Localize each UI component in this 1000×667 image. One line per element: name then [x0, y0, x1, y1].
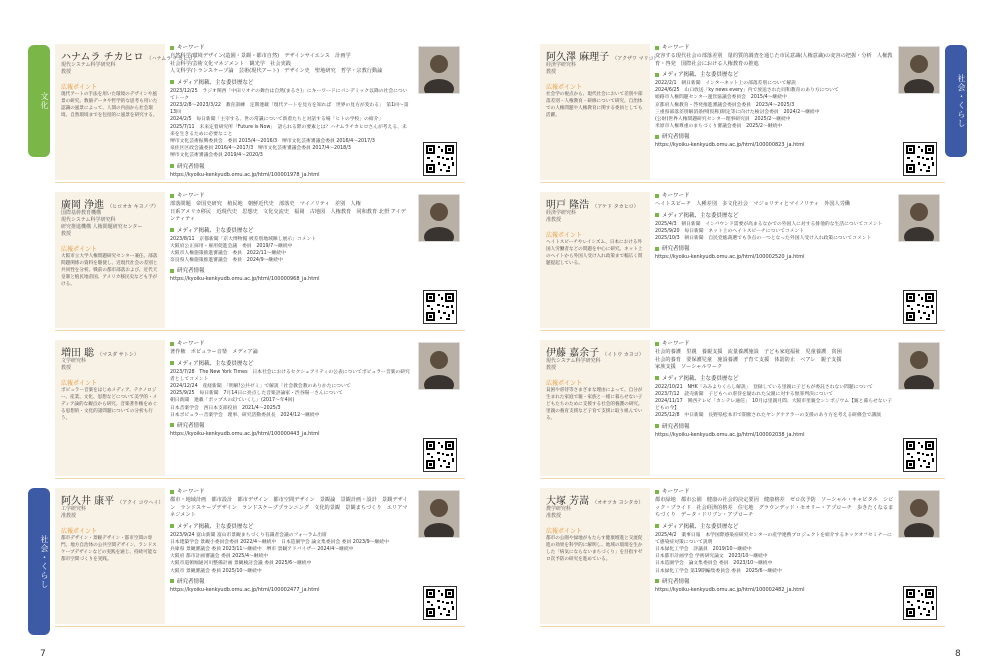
point-text: 社会学の視点から、現代社会において差別や部落差別・人権教育・研修について研究。自治体での人権問題や人権教育に関する委員としても活躍。: [546, 92, 643, 118]
point-heading: 広報ポイント: [546, 528, 583, 535]
researcher-photo: [418, 342, 460, 390]
info-heading: 研究者情報: [655, 578, 895, 586]
qr-code[interactable]: [423, 438, 457, 472]
researcher-department: 経済学研究科 教授: [546, 62, 577, 75]
info-heading: 研究者情報: [170, 422, 410, 430]
media-text: 2025/4/2 薬事日報 本学国際感染症研究センターの産学連携プロジェクトを紹介するキックオフセミナーにて感染症対策について説明 日本緑化工学会 評議員 2019/10～継続中 日本都市計画学会 学術研究論文 2023/10～継続中 日本造園学会 論文集委員会 委員 2023/10～継続中 日本緑化工学会 第19期編集委員会 委員 2025/6～継続中: [655, 532, 892, 574]
media-heading: メディア掲載、主な委員歴など: [170, 360, 410, 368]
media-text: 2023/7/28 The New York Times 日本社会におけるセクシュアリティの公表についてポピュラー音楽の研究者としてコメント 2024/12/24 産経新聞 「明解!公共ゼミ」で解説「社会教会教のありかたについて 2025/9/25 毎日新聞 7月14日に亮点した音楽評論家・渋谷陽一さんについて 朝日新聞 連載「ポップスの幻ていくし」(2017～年4回) 日本音楽学会 西日本支部役員 2021/4～2025/3 日本ポピュラー音楽学会 理事、研究活動委員長 2024/12～継続中: [170, 369, 410, 418]
qr-code[interactable]: [423, 586, 457, 620]
keyword-text: 変容する現代社会の部落差別 量的質的調査を通じた市民意識(人権意識)の変容の把握・分析 人権教育・啓発 国際社会における人権教育の推進: [655, 53, 893, 67]
page-number-left: 7: [40, 649, 46, 659]
researcher-kana: （オオツカ ヨシタカ）: [592, 500, 644, 506]
point-text: 都市デザイン・景観デザイン・都市空間の専門。地方自治体の公共空間デザイン、ランドスケープデザインなどの実践を通じ、持続可能な都市空間づくりを実践。: [61, 536, 157, 562]
point-heading: 広報ポイント: [546, 84, 583, 91]
media-heading: メディア掲載、主な委員歴など: [655, 71, 895, 79]
media-heading: メディア掲載、主な委員歴など: [655, 212, 895, 220]
media-text: 2022/10/21 NHK「みみよりくらし解説」 登録している里親に子どもが委託されない問題について 2023/7/12 読売新聞 子どもへの虐待を疑われた父親に対する無罪判決について 2024/11/17 関西テレビ「カンテレ通信」 10月は里親月間、大阪市里親全シンポジウム【親と暮らせない子どもの今】 2025/12/8 中日新聞 長野県松本市で開催されたヤングケアラーの支援のあり方を考える研修会で講演: [655, 384, 893, 419]
entry-content: [170, 44, 410, 178]
info-heading: 研究者情報: [170, 163, 410, 171]
entry-content: [655, 44, 895, 178]
qr-code[interactable]: [423, 290, 457, 324]
researcher-url-link[interactable]: https://kyoiku-kenkyudb.omu.ac.jp/html/100000443_ja.html: [170, 430, 320, 437]
researcher-url-link[interactable]: https://kyoiku-kenkyudb.omu.ac.jp/html/100002038_ja.html: [655, 431, 805, 438]
profile-box: [540, 44, 659, 180]
profile-box: [55, 488, 165, 624]
info-heading: 研究者情報: [170, 267, 410, 275]
researcher-name: 明戸 隆浩 （アケド タカヒロ）: [546, 200, 639, 211]
category-tab-bunka: 文化: [28, 45, 50, 157]
keyword-text: ヘイトスピーチ 人種差別 多文化社会 マジョリティとマイノリティ 外国人労働: [655, 201, 851, 207]
keyword-heading: キーワード: [655, 340, 895, 348]
keyword-text: 社会的養護 里親 養親支援 流量養護施設 子ども家庭福祉 児童養護 貧困 社会的養育 要保護児童 施設養護 子育て支援 体罰防止 ベアレ 親子支援 家族支援 ソーシャルワーク: [655, 349, 842, 370]
researcher-url-link[interactable]: https://kyoiku-kenkyudb.omu.ac.jp/html/100001978_ja.html: [170, 171, 320, 178]
media-text: 2023/12/25 ラジオ関西「中田リオナの舞台は自然(まるさ)」にキーワードにパンデミック以降の社会についてトーク 2023/2/8～2023/3/22 教育訓練 定期連載「現代アートを見方を知れば 世界の見方が変わる」 第1回～第13回 2024/2/5 毎日新聞「主宰する、世の常識について新着たちと対話する場「ヒトの学校」の紹介」 2025/7/11 未来定着研究所「Future is Now」 語られる際の要素とは？ハナムラチカヒロさんが考える、未来を生きるために必要なこと 堺市文化芸術振興委員会 委員 2015/4～2016/3 堺市文化芸術審議会委員 2016/4～2017/3 泉佐区区政会議委員 2016/4～2017/3 堺市文化芸術審議会委員 2017/4～2018/3 堺市文化芸術審議会委員 2019/4～2020/3: [170, 88, 409, 159]
profile-box: [540, 488, 650, 624]
profile-box: [540, 340, 650, 476]
media-text: 2022/2/1 朝日新聞 インターネット上の部落差別について解説 2024/6/25 山口放送「ky news every」内で放送された同和教育のあり方について 姫路市人権問題センター運営協議会委員会 2015/4～継続中 京都府人権教育・啓発推進審議会委員会委員 2023/4～2025/3 三重県部落差別解消条例(仮称)制定等に向けた検討会委員 2024/2～継続中 (公財)世界人権問題研究センター理事研究員 2025/2～継続中 米原市人権尊重のまちづくり審議会委員 2025/2～継続中: [655, 81, 839, 130]
researcher-photo: [418, 194, 460, 242]
info-heading: 研究者情報: [655, 245, 895, 253]
keyword-heading: キーワード: [655, 44, 895, 52]
researcher-department: 経済学研究科 准教授: [546, 210, 577, 223]
researcher-url-link[interactable]: https://kyoiku-kenkyudb.omu.ac.jp/html/100002520_ja.html: [655, 254, 805, 261]
researcher-entry: [540, 190, 945, 331]
researcher-kana: （アクザワ マリコ）: [612, 56, 659, 62]
entry-content: [655, 340, 895, 474]
researcher-entry: [55, 486, 465, 627]
researcher-kana: （アクイ コウヘイ）: [117, 500, 164, 506]
point-text: 都市の公園や緑地がもたらす健康増進と交流促進の効果を科学的に解明し、地域の環境を生かした「病気にならないまちづくり」を目指すゼロ次予防の研究を進めている。: [546, 536, 643, 562]
researcher-photo: [898, 490, 940, 538]
point-heading: 広報ポイント: [61, 246, 98, 253]
researcher-photo: [418, 490, 460, 538]
media-text: 2023/8/11 京都新聞「京大博物館 被差別地域陳し展示」コメント 大阪府公正採用・雇用促進会議 委員 2019/7～継続中 大阪市人権施策推進審議会 委員 2022/11～継続中 奈良県人権施策推進審議会 委員 2024/9～継続中: [170, 236, 317, 264]
point-heading: 広報ポイント: [546, 380, 583, 387]
profile-box: [540, 192, 650, 328]
researcher-name: 増田 聡 （マスダ サトシ）: [61, 348, 139, 359]
category-tab-shakai-right: 社会・くらし: [945, 45, 967, 157]
researcher-entry: [55, 338, 465, 479]
entry-content: [655, 192, 895, 326]
point-text: 現代アートの手法を用いた環境のデザインや風景の研究。数値データや哲学的な思考も用いた認識の風景によって、人間の内面から社会環境、自然環境までを包括的に風景を研究する。: [61, 92, 158, 118]
researcher-entry: [540, 486, 945, 627]
researcher-kana: （マスダ サトシ）: [97, 352, 139, 358]
info-heading: 研究者情報: [655, 133, 895, 141]
researcher-kana: （ヒロオカ キヨノブ）: [107, 204, 159, 210]
researcher-photo: [898, 46, 940, 94]
media-heading: メディア掲載、主な委員歴など: [170, 79, 410, 87]
researcher-department: 現代システム科学研究科 教授: [546, 358, 601, 371]
researcher-entry: [540, 338, 945, 479]
qr-code[interactable]: [903, 586, 937, 620]
researcher-kana: （アケド タカヒロ）: [592, 204, 639, 210]
researcher-url-link[interactable]: https://kyoiku-kenkyudb.omu.ac.jp/html/100002482_ja.html: [655, 586, 805, 593]
category-tab-shakai: 社会・くらし: [28, 488, 50, 635]
info-heading: 研究者情報: [170, 578, 410, 586]
info-heading: 研究者情報: [655, 423, 895, 431]
researcher-entry: [55, 190, 465, 331]
researcher-entry: [55, 42, 465, 183]
researcher-name: 阿久井 康平 （アクイ コウヘイ）: [61, 496, 164, 507]
researcher-name: 阿久澤 麻理子 （アクザワ マリコ）: [546, 52, 659, 63]
researcher-department: 農学研究科 准教授: [546, 506, 572, 519]
researcher-photo: [898, 194, 940, 242]
entry-content: [170, 192, 410, 326]
point-heading: 広報ポイント: [61, 528, 98, 535]
media-heading: メディア掲載、主な委員歴など: [170, 227, 410, 235]
researcher-url-link[interactable]: https://kyoiku-kenkyudb.omu.ac.jp/html/100000968_ja.html: [170, 276, 320, 283]
qr-code[interactable]: [423, 142, 457, 176]
researcher-name: 廣岡 浄進 （ヒロオカ キヨノブ）: [61, 200, 159, 211]
point-text: ヘイトスピーチやレイシズム、日本における外国人労働者などの問題を中心に研究。ネット上のヘイトから外国人受け入れ政策まで幅広く問題提起している。: [546, 240, 643, 266]
researcher-name: ハナムラ チカヒロ （ハナムラ チカヒロ）: [61, 52, 198, 63]
entry-content: [655, 488, 895, 622]
researcher-kana: （ハナムラ チカヒロ）: [146, 56, 198, 62]
researcher-department: 現代システム科学研究科 教授: [61, 62, 116, 75]
keyword-text: 部落問題 帝国史研究 植民地 朝鮮近代史 部落史 マイノリティ 差別 人権 日系アメリカ移民 近現代史 思想史 文化交流史 福岡 古地図 人権教育 同和教育 北摂 アイデンティティ: [170, 201, 406, 222]
entry-content: [170, 340, 410, 474]
keyword-text: 都市・地域計画 都市設計 都市デザイン 都市空間デザイン 景観論 景観計画・設計 景観デザイン ランドスケープデザイン ランドスケーププランニング 文化的景観 景観まちづくり エリアマネジメント: [170, 497, 408, 518]
page-number-right: 8: [955, 649, 961, 659]
right-page: [500, 0, 1000, 667]
profile-box: [55, 192, 165, 328]
media-heading: メディア掲載、主な委員歴など: [170, 523, 410, 531]
keyword-heading: キーワード: [655, 192, 895, 200]
media-text: 2025/4/3 朝日新聞 インバウンド需要が高まるなかでの外国人に対する排他的な生活についてコメント 2025/9/20 毎日新聞 ネット上のヘイトスピーチについてコメント 2025/10/3 朝日新聞 自民党総裁選でも争点の一つとなった外国人受け入れ政策についてコメント: [655, 221, 883, 241]
keyword-heading: キーワード: [170, 44, 410, 52]
keyword-heading: キーワード: [170, 340, 410, 348]
media-heading: メディア掲載、主な委員歴など: [655, 375, 895, 383]
qr-code[interactable]: [903, 290, 937, 324]
researcher-department: 文学研究科 教授: [61, 358, 87, 371]
researcher-kana: （イトウ カヨコ）: [602, 352, 644, 358]
point-text: 貧困や虐待等さまざまな理由によって、自分が生まれた家庭で親・家族と一緒に暮らせない子どもたちのために支援する社会的養護の研究。里親の養育支援など子育て支援に取り組んでいる。: [546, 388, 643, 421]
keyword-heading: キーワード: [655, 488, 895, 496]
qr-code[interactable]: [903, 438, 937, 472]
keyword-heading: キーワード: [170, 192, 410, 200]
point-heading: 広報ポイント: [61, 84, 98, 91]
researcher-name: 大塚 芳嵩 （オオツカ ヨシタカ）: [546, 496, 644, 507]
keyword-heading: キーワード: [170, 488, 410, 496]
researcher-url-link[interactable]: https://kyoiku-kenkyudb.omu.ac.jp/html/100000823_ja.html: [655, 142, 805, 149]
entry-content: [170, 488, 410, 622]
media-heading: メディア掲載、主な委員歴など: [655, 523, 895, 531]
keyword-text: 著作権 ポピュラー音楽 メディア論: [170, 349, 258, 355]
keyword-text: 自然科学/環境デザイン(造園・景観・都市自然) デザインサイエンス 計画学 社会科学/芸術文化マネジメント 観光学 社会実践 人文科学/トランスケープ論 芸術(現代アート) デザイン史 聖地研究 哲学・宗教行動論: [170, 53, 383, 74]
media-text: 2023/9/24 富山新聞 富山市景観まちづくり有識者会議のフォーラム出席 日本建築学会 景観小委員会委員 2022/4～継続中 日本造園学会 論文集委員会 委員 2023/9～継続中 兵庫県 景観審議会 委員 2023/11～継続中 堺市 景観アドバイザー 2024/4～継続中 大阪府 都市計画審議会 委員 2025/4～継続中 大阪市道頓堀通河川整備計画 景観検討会議 委員 2025/6～継続中 大阪市 景観審議会 委員 2025/10～継続中: [170, 532, 389, 574]
profile-box: [55, 340, 165, 476]
researcher-photo: [898, 342, 940, 390]
qr-code[interactable]: [903, 142, 937, 176]
point-heading: 広報ポイント: [546, 232, 583, 239]
point-text: 大阪市立大学人権問題研究センター兼任。部落問題関係の資料を駆使し、近現代社会の差別と共同性を分析。戦前の都市部落および、近代天皇制と植民地帝国、アメリカ移民史なども手がける。: [61, 254, 158, 287]
point-text: ポピュラー音楽をはじめメディア、テクノロジー、産業、文化、思想などについて美学的・メディア論的な観点から研究。音楽著作権をめぐる思想的・文化的諸問題についての分析も行う。: [61, 388, 158, 421]
researcher-entry: [540, 42, 945, 183]
point-heading: 広報ポイント: [61, 380, 98, 387]
researcher-name: 伊藤 嘉余子 （イトウ カヨコ）: [546, 348, 644, 359]
researcher-photo: [418, 46, 460, 94]
researcher-department: 工学研究科 准教授: [61, 506, 87, 519]
researcher-department: 国際基幹教育機構 現代システム科学研究科 研究推進機構 人権問題研究センター 教授: [61, 210, 143, 237]
researcher-url-link[interactable]: https://kyoiku-kenkyudb.omu.ac.jp/html/100002477_ja.html: [170, 586, 320, 593]
keyword-text: 都市緑地 都市公園 健康の社会的決定要因 健康格差 ゼロ次予防 ソーシャル・キャピタル シビック・プライド 社会経済的格差 住宅地 グラウンデッド・セオリー・アプローチ 歩きたくなるまちづくり データ・ドリブン・アプローチ: [655, 497, 894, 518]
